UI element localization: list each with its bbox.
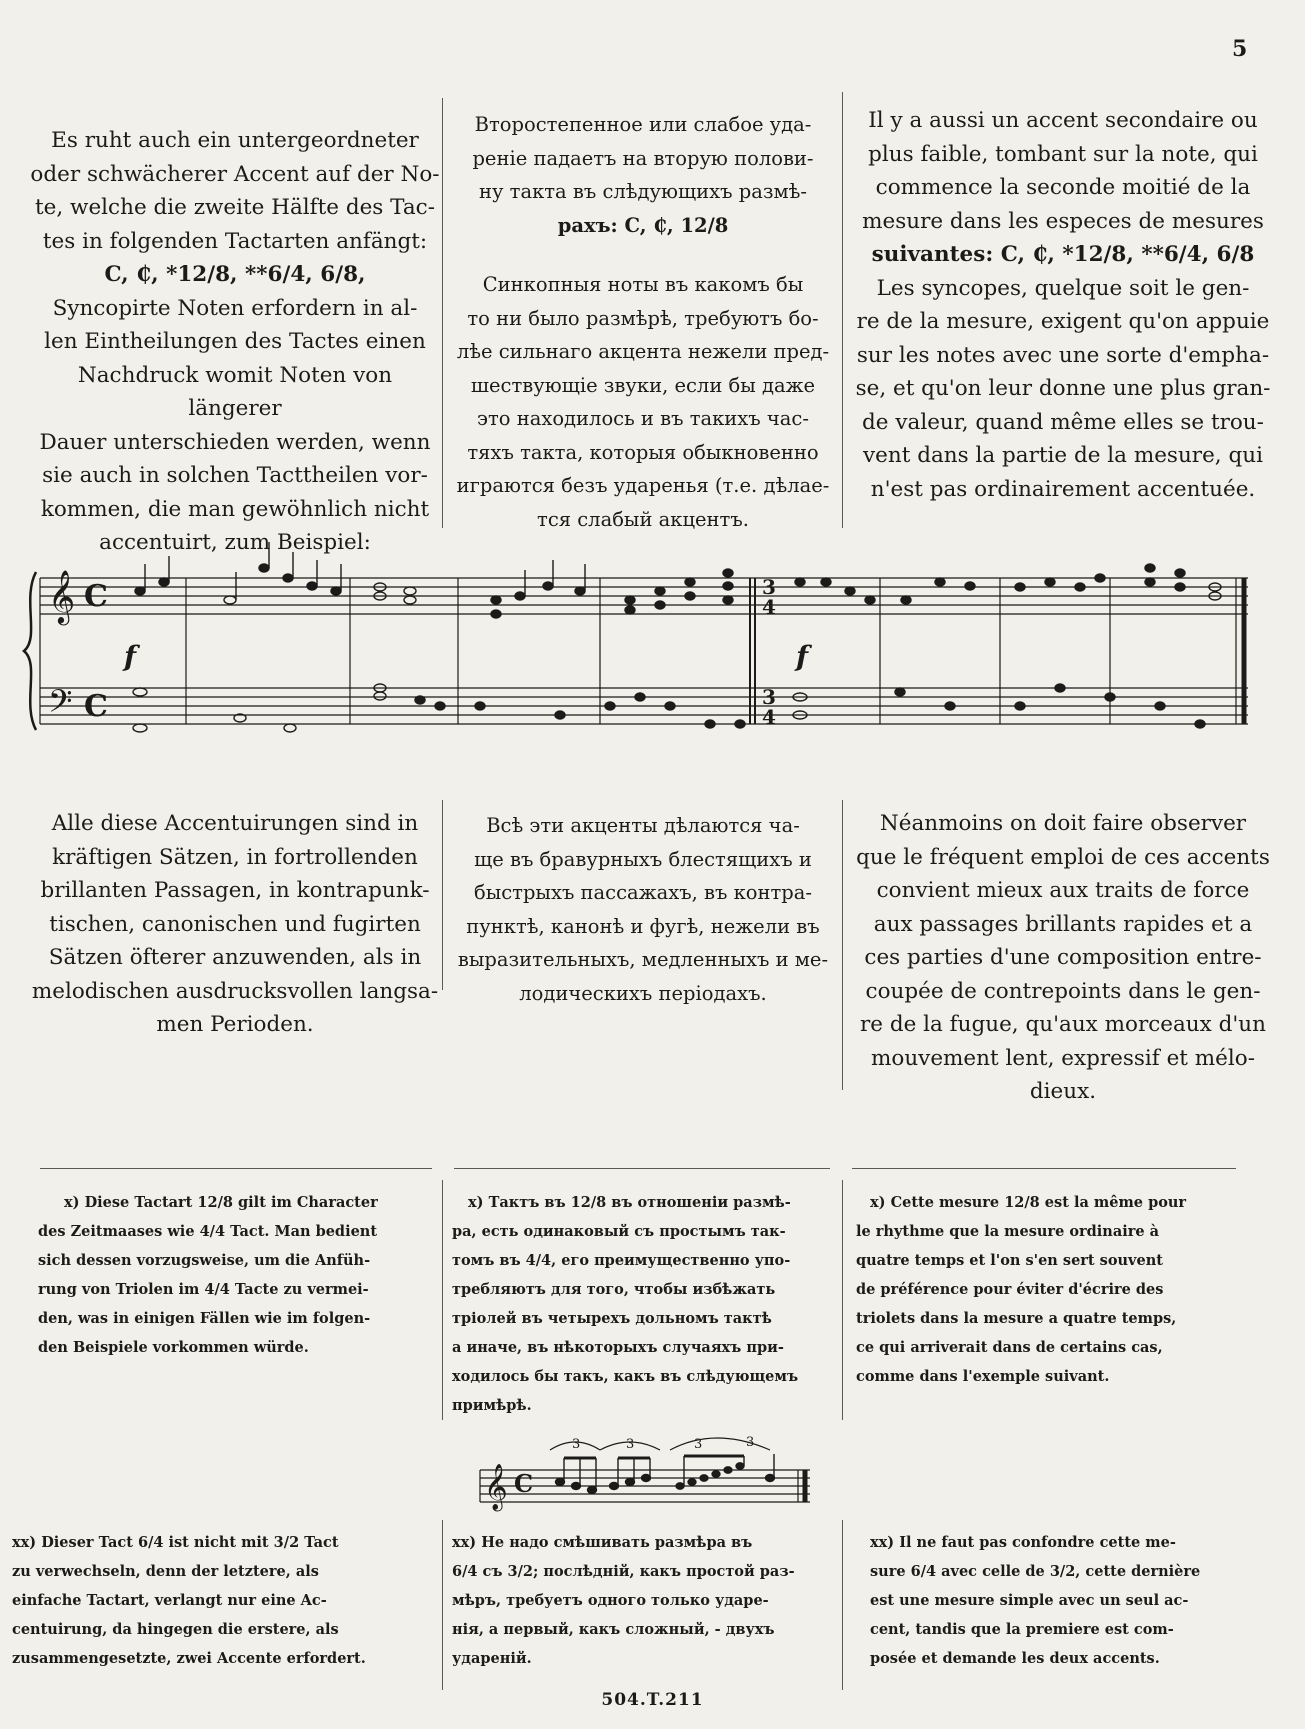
text-line: ces parties d'une composition entre- — [864, 945, 1262, 970]
page-number: 5 — [1232, 36, 1248, 62]
text-line: n'est pas ordinairement accentuée. — [870, 476, 1256, 502]
footnote-marker: xx) — [870, 1534, 895, 1551]
text-line: coupée de contrepoints dans le gen- — [865, 978, 1261, 1004]
footnote-line: triolets dans la mesure a quatre temps, — [856, 1310, 1177, 1327]
footnote-line: posée et demande les deux accents. — [870, 1650, 1160, 1667]
column-divider — [442, 1520, 443, 1690]
treble-clef-icon: 𝄞 — [484, 1464, 508, 1510]
footnote-german-12-8 — [38, 1188, 438, 1362]
footnote-line: требляютъ для того, чтобы избѣжать — [452, 1281, 776, 1298]
text-line: лодическихъ періодахъ. — [519, 981, 767, 1005]
text-line: se, et qu'on leur donne une plus gran- — [855, 376, 1271, 401]
text-line: пунктѣ, канонѣ и фугѣ, нежели въ — [466, 914, 820, 938]
text-line: Синкопныя ноты въ какомъ бы — [482, 273, 804, 296]
time-signature-list: рахъ: C, ₵, 12/8 — [557, 213, 729, 237]
footnote-line: cent, tandis que la premiere est com- — [870, 1621, 1174, 1638]
footnote-line: sure 6/4 avec celle de 3/2, cette dernière — [870, 1563, 1201, 1580]
text-line: играются безъ ударенья (т.е. дѣлае- — [456, 474, 830, 497]
footnote-line: quatre temps et l'on s'en sert souvent — [856, 1252, 1163, 1269]
text-line: ну такта въ слѣдующихъ размѣ- — [479, 180, 807, 203]
text-line: то ни было размѣрѣ, требуютъ бо- — [467, 306, 819, 330]
footnote-text: Dieser Tact 6/4 ist nicht mit 3/2 Tact — [41, 1534, 339, 1551]
text-line: kräftigen Sätzen, in fortrollenden — [52, 844, 418, 870]
footnote-french-6-4 — [870, 1528, 1270, 1673]
footnote-marker: x) — [64, 1194, 80, 1211]
footnote-french-12-8 — [856, 1188, 1256, 1391]
footnote-rule — [40, 1168, 432, 1169]
footnote-line: rung von Triolen im 4/4 Tacte zu vermei- — [38, 1281, 369, 1298]
text-line: Sätzen öfterer anzuwenden, als in — [48, 945, 422, 970]
french-intro-column — [848, 104, 1278, 506]
text-line: te, welche die zweite Hälfte des Tac- — [35, 195, 435, 220]
footnote-line: est une mesure simple avec un seul ac- — [870, 1592, 1189, 1609]
time-signature-denominator: 4 — [762, 595, 776, 619]
footnote-rule — [454, 1168, 830, 1169]
footnote-line: ce qui arriverait dans de certains cas, — [856, 1339, 1163, 1356]
text-line: re de la mesure, exigent qu'on appuie — [856, 309, 1270, 334]
music-example-triplets — [470, 1420, 810, 1530]
time-signature: C — [84, 579, 108, 614]
text-line: Nachdruck womit Noten von längerer — [77, 362, 393, 421]
text-line: Всѣ эти акценты дѣлаются ча- — [486, 814, 800, 837]
footnote-line: einfache Tactart, verlangt nur eine Ac- — [12, 1592, 327, 1609]
footnote-line: le rhythme que la mesure ordinaire à — [856, 1223, 1160, 1240]
footnote-line: удареній. — [452, 1650, 532, 1667]
footnote-line: den, was in einigen Fällen wie im folgen- — [38, 1310, 371, 1327]
text-line: brillanten Passagen, in kontrapunk- — [40, 878, 430, 903]
text-line: это находилось и въ такихъ час- — [477, 407, 809, 430]
column-divider — [842, 800, 843, 1090]
footnote-line: zusammengesetzte, zwei Accente erfordert. — [12, 1650, 366, 1667]
footnote-line: примѣрѣ. — [452, 1397, 532, 1414]
text-line: commence la seconde moitié de la — [875, 175, 1251, 200]
column-divider — [442, 800, 443, 990]
text-line: шествующіе звуки, если бы даже — [470, 373, 816, 397]
column-divider — [842, 1180, 843, 1420]
column-divider — [842, 92, 843, 528]
footnote-rule — [852, 1168, 1236, 1169]
footnote-marker: xx) — [452, 1534, 477, 1551]
text-line: mouvement lent, expressif et mélo- — [871, 1045, 1255, 1071]
note-group — [556, 1454, 775, 1494]
text-line: ще въ бравурныхъ блестящихъ и — [474, 847, 812, 871]
text-line: Es ruht auch ein untergeordneter — [51, 128, 419, 153]
plate-number: 504.T.211 — [601, 1690, 704, 1710]
footnote-line — [38, 1188, 438, 1217]
footnote-line: тріолей въ четырехъ дольномъ тактѣ — [452, 1310, 772, 1327]
text-line: Alle diese Accentuirungen sind in — [51, 811, 419, 836]
russian-accent-column — [448, 809, 838, 1010]
time-signature-numerator: 3 — [762, 685, 776, 709]
time-signature: C — [514, 1469, 534, 1498]
text-line: Il y a aussi un accent secondaire ou — [868, 108, 1258, 133]
footnote-line: den Beispiele vorkommen würde. — [38, 1339, 309, 1356]
footnote-line: zu verwechseln, denn der letztere, als — [12, 1563, 319, 1580]
time-signature-numerator: 3 — [762, 575, 776, 599]
german-intro-column — [30, 124, 440, 560]
footnote-line: de préférence pour éviter d'écrire des — [856, 1281, 1164, 1298]
text-line: sie auch in solchen Tacttheilen vor- — [42, 463, 428, 488]
footnote-line: 6/4 съ 3/2; послѣдній, какъ простой раз- — [452, 1563, 795, 1580]
footnote-marker: xx) — [12, 1534, 37, 1551]
text-line: выразительныхъ, медленныхъ и ме- — [457, 948, 829, 971]
text-line: реніе падаетъ на вторую полови- — [472, 146, 814, 170]
footnote-text: Diese Tactart 12/8 gilt im Character — [84, 1194, 378, 1211]
footnote-line — [856, 1188, 1256, 1217]
text-line: len Eintheilungen des Tactes einen — [44, 329, 426, 354]
dynamic-forte: f — [796, 640, 809, 673]
triplet-number: 3 — [626, 1437, 635, 1452]
column-divider — [442, 1180, 443, 1420]
footnote-text: Тактъ въ 12/8 въ отношеніи размѣ- — [488, 1194, 791, 1211]
text-line: de valeur, quand même elles se trou- — [862, 409, 1264, 435]
text-line: accentuirt, zum Beispiel: — [99, 530, 371, 555]
text-line: тяхъ такта, которыя обыкновенно — [467, 440, 819, 464]
time-signature-list: C, ₵, *12/8, **6/4, 6/8, — [104, 262, 366, 287]
footnote-line: мѣръ, требуетъ одного только ударе- — [452, 1592, 769, 1609]
time-signature-denominator: 4 — [762, 705, 776, 729]
text-line: Syncopirte Noten erfordern in al- — [52, 295, 418, 321]
footnote-marker: x) — [468, 1194, 484, 1211]
footnote-text: Il ne faut pas confondre cette me- — [899, 1534, 1176, 1551]
time-signature: C — [84, 689, 108, 724]
text-line: men Perioden. — [156, 1012, 314, 1037]
footnote-line: comme dans l'exemple suivant. — [856, 1368, 1110, 1385]
triplet-number: 3 — [572, 1437, 581, 1452]
footnote-line: des Zeitmaases wie 4/4 Tact. Man bedient — [38, 1223, 378, 1240]
triplet-number: 3 — [746, 1435, 755, 1450]
text-line: dieux. — [1029, 1079, 1097, 1104]
text-line: que le fréquent emploi de ces accents — [856, 844, 1270, 870]
text-line: Второстепенное или слабое уда- — [474, 113, 812, 136]
footnote-line — [452, 1528, 832, 1557]
text-line: Dauer unterschieden werden, wenn — [39, 429, 431, 455]
text-line: convient mieux aux traits de force — [876, 878, 1250, 903]
text-line: tischen, canonischen und fugirten — [49, 911, 421, 937]
footnote-line — [452, 1188, 832, 1217]
text-line: re de la fugue, qu'aux morceaux d'un — [859, 1012, 1266, 1037]
text-line: kommen, die man gewöhnlich nicht — [40, 496, 430, 522]
text-line: tes in folgenden Tactarten anfängt: — [42, 228, 428, 254]
text-line: быстрыхъ пассажахъ, въ контра- — [473, 881, 813, 904]
column-divider — [842, 1520, 843, 1690]
dynamic-forte: f — [124, 640, 137, 673]
text-line: plus faible, tombant sur la note, qui — [868, 141, 1258, 167]
footnote-russian-12-8 — [452, 1188, 832, 1420]
footnote-text: Не надо смѣшивать размѣра въ — [481, 1534, 753, 1551]
text-line: лѣе сильнаго акцента нежели пред- — [456, 340, 830, 363]
note-group — [133, 542, 1221, 732]
music-example-syncopation — [0, 528, 1305, 768]
footnote-line: ходилось бы такъ, какъ въ слѣдующемъ — [452, 1368, 799, 1385]
column-divider — [442, 98, 443, 528]
french-accent-column — [848, 807, 1278, 1109]
text-line: sur les notes avec une sorte d'empha- — [856, 342, 1270, 368]
footnote-text: Cette mesure 12/8 est la même pour — [890, 1194, 1187, 1211]
german-accent-column — [30, 807, 440, 1042]
text-line: mesure dans les especes de mesures — [862, 208, 1264, 234]
text-line: melodischen ausdrucksvollen langsa- — [31, 978, 439, 1004]
footnote-line — [12, 1528, 432, 1557]
footnote-line — [870, 1528, 1270, 1557]
text-line: Les syncopes, quelque soit le gen- — [876, 275, 1250, 301]
text-line: vent dans la partie de la mesure, qui — [863, 443, 1263, 468]
time-signature-list: suivantes: C, ₵, *12/8, **6/4, 6/8 — [871, 242, 1255, 267]
footnote-russian-6-4 — [452, 1528, 832, 1673]
bass-clef-icon: 𝄢 — [48, 683, 73, 727]
text-line: Néanmoins on doit faire observer — [879, 811, 1247, 836]
text-line: oder schwächerer Accent auf der No- — [30, 161, 440, 187]
footnote-line: sich dessen vorzugsweise, um die Anfüh- — [38, 1252, 371, 1269]
footnote-marker: x) — [870, 1194, 886, 1211]
text-line: тся слабый акцентъ. — [537, 507, 749, 531]
russian-intro-column — [448, 108, 838, 536]
triplet-number: 3 — [694, 1437, 703, 1452]
treble-clef-icon: 𝄞 — [48, 569, 76, 623]
footnote-line: томъ въ 4/4, его преимущественно упо- — [452, 1252, 791, 1269]
footnote-german-6-4 — [12, 1528, 432, 1673]
footnote-line: ра, есть одинаковый съ простымъ так- — [452, 1223, 786, 1240]
text-line: aux passages brillants rapides et a — [873, 911, 1253, 937]
footnote-line: centuirung, da hingegen die erstere, als — [12, 1621, 339, 1638]
footnote-line: а иначе, въ нѣкоторыхъ случаяхъ при- — [452, 1339, 784, 1356]
footnote-line: нія, а первый, какъ сложный, - двухъ — [452, 1621, 775, 1638]
